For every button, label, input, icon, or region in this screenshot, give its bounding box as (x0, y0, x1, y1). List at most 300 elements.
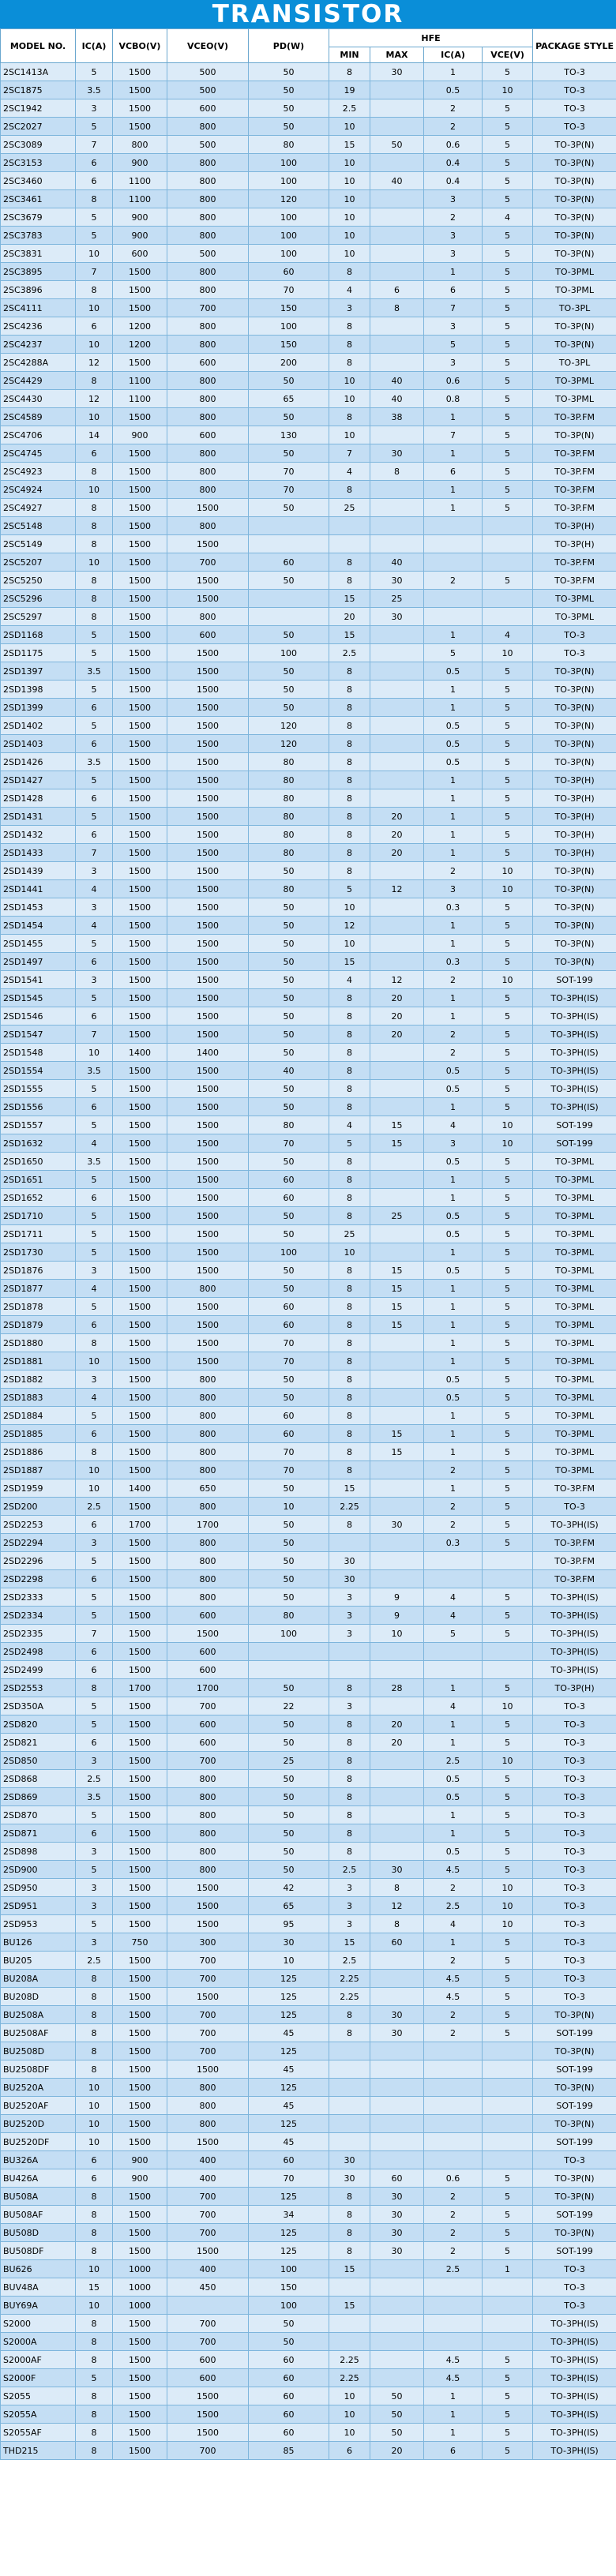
hfe-ic-cell: 2 (424, 208, 483, 227)
table-row (1, 245, 616, 263)
hfe-max-cell: 30 (370, 2024, 424, 2042)
vcbo-cell: 1500 (113, 2006, 167, 2024)
hfe-vce-cell: 5 (483, 1715, 533, 1734)
vceo-cell: 800 (167, 1770, 249, 1788)
model-cell: BU426A (1, 2169, 76, 2188)
col-header-hfe-ic: IC(A) (424, 47, 483, 63)
ic-cell: 3 (76, 99, 113, 118)
ic-cell: 12 (76, 390, 113, 408)
hfe-vce-cell: 5 (483, 699, 533, 717)
pd-cell: 125 (249, 2115, 329, 2133)
pd-cell: 130 (249, 426, 329, 444)
pd-cell: 100 (249, 1625, 329, 1643)
hfe-ic-cell (424, 1570, 483, 1588)
hfe-ic-cell: 1 (424, 1933, 483, 1952)
ic-cell: 10 (76, 1044, 113, 1062)
hfe-ic-cell (424, 1661, 483, 1679)
vceo-cell: 1500 (167, 989, 249, 1007)
pd-cell: 50 (249, 626, 329, 644)
pd-cell: 50 (249, 681, 329, 699)
table-row (1, 789, 616, 808)
model-cell: 2SD1439 (1, 862, 76, 880)
package-cell: TO-3P(H) (533, 789, 616, 808)
ic-cell: 6 (76, 172, 113, 190)
hfe-vce-cell (483, 535, 533, 553)
hfe-max-cell (370, 190, 424, 208)
hfe-max-cell (370, 644, 424, 662)
hfe-ic-cell (424, 1643, 483, 1661)
package-cell: TO-3P(N) (533, 2042, 616, 2060)
hfe-max-cell: 50 (370, 2424, 424, 2442)
table-body (1, 63, 616, 2460)
pd-cell: 50 (249, 862, 329, 880)
vceo-cell: 800 (167, 154, 249, 172)
table-row (1, 2278, 616, 2297)
hfe-min-cell: 3 (329, 1588, 370, 1607)
hfe-min-cell: 8 (329, 1752, 370, 1770)
model-cell: S2055A (1, 2405, 76, 2424)
hfe-min-cell: 20 (329, 608, 370, 626)
hfe-ic-cell (424, 2042, 483, 2060)
hfe-ic-cell: 4.5 (424, 1861, 483, 1879)
table-row (1, 1080, 616, 1098)
hfe-vce-cell (483, 2297, 533, 2315)
vcbo-cell: 1500 (113, 1262, 167, 1280)
table-row (1, 1661, 616, 1679)
hfe-min-cell: 8 (329, 1207, 370, 1225)
ic-cell: 10 (76, 2133, 113, 2151)
package-cell: TO-3P(N) (533, 208, 616, 227)
package-cell: TO-3P(N) (533, 735, 616, 753)
hfe-vce-cell: 5 (483, 1788, 533, 1806)
table-row (1, 2369, 616, 2387)
model-cell: 2SD953 (1, 1915, 76, 1933)
package-cell: TO-3P.FM (533, 1479, 616, 1498)
hfe-ic-cell: 0.3 (424, 1534, 483, 1552)
table-row (1, 2442, 616, 2460)
hfe-min-cell: 10 (329, 190, 370, 208)
ic-cell: 3.5 (76, 1153, 113, 1171)
vceo-cell: 600 (167, 354, 249, 372)
pd-cell: 50 (249, 1280, 329, 1298)
hfe-max-cell (370, 535, 424, 553)
ic-cell: 6 (76, 2169, 113, 2188)
table-row (1, 136, 616, 154)
pd-cell: 80 (249, 1607, 329, 1625)
hfe-ic-cell: 7 (424, 426, 483, 444)
hfe-ic-cell: 1 (424, 1352, 483, 1370)
hfe-ic-cell: 0.3 (424, 898, 483, 917)
pd-cell: 50 (249, 699, 329, 717)
pd-cell: 120 (249, 190, 329, 208)
table-row (1, 2115, 616, 2133)
hfe-vce-cell: 5 (483, 1607, 533, 1625)
vcbo-cell: 1500 (113, 2042, 167, 2060)
hfe-min-cell: 8 (329, 989, 370, 1007)
ic-cell: 5 (76, 626, 113, 644)
table-row (1, 989, 616, 1007)
hfe-min-cell: 10 (329, 935, 370, 953)
model-cell: 2SD1497 (1, 953, 76, 971)
ic-cell: 7 (76, 263, 113, 281)
pd-cell: 70 (249, 1134, 329, 1153)
hfe-min-cell: 8 (329, 1334, 370, 1352)
hfe-min-cell: 8 (329, 1715, 370, 1734)
vceo-cell: 400 (167, 2260, 249, 2278)
vceo-cell: 1500 (167, 2424, 249, 2442)
hfe-ic-cell (424, 2333, 483, 2351)
package-cell: SOT-199 (533, 2060, 616, 2079)
package-cell: TO-3PML (533, 1443, 616, 1461)
pd-cell: 50 (249, 1207, 329, 1225)
model-cell: 2SD1433 (1, 844, 76, 862)
hfe-min-cell: 4 (329, 1116, 370, 1134)
model-cell: 2SD1455 (1, 935, 76, 953)
table-row (1, 2006, 616, 2024)
ic-cell: 5 (76, 1861, 113, 1879)
hfe-ic-cell: 2 (424, 118, 483, 136)
model-cell: 2SD871 (1, 1824, 76, 1843)
hfe-min-cell: 2.5 (329, 99, 370, 118)
hfe-min-cell: 8 (329, 1734, 370, 1752)
hfe-ic-cell (424, 553, 483, 572)
vceo-cell: 600 (167, 426, 249, 444)
pd-cell: 80 (249, 789, 329, 808)
model-cell: 2SD1883 (1, 1389, 76, 1407)
pd-cell: 125 (249, 2224, 329, 2242)
vcbo-cell: 1500 (113, 1153, 167, 1171)
hfe-max-cell (370, 1389, 424, 1407)
table-row (1, 1007, 616, 1026)
pd-cell: 200 (249, 354, 329, 372)
hfe-min-cell: 25 (329, 1225, 370, 1243)
ic-cell: 6 (76, 1734, 113, 1752)
model-cell: BU2508A (1, 2006, 76, 2024)
package-cell: TO-3PH(IS) (533, 1607, 616, 1625)
hfe-min-cell: 8 (329, 681, 370, 699)
vcbo-cell: 1500 (113, 2206, 167, 2224)
table-row (1, 1243, 616, 1262)
hfe-ic-cell: 1 (424, 1243, 483, 1262)
vceo-cell: 1500 (167, 753, 249, 771)
package-cell: TO-3P(N) (533, 917, 616, 935)
vceo-cell: 800 (167, 1280, 249, 1298)
pd-cell: 70 (249, 463, 329, 481)
hfe-ic-cell: 0.5 (424, 1207, 483, 1225)
hfe-max-cell: 30 (370, 608, 424, 626)
pd-cell: 70 (249, 1461, 329, 1479)
ic-cell: 5 (76, 1607, 113, 1625)
vcbo-cell: 1500 (113, 789, 167, 808)
model-cell: 2SC4237 (1, 336, 76, 354)
hfe-ic-cell: 0.6 (424, 2169, 483, 2188)
package-cell: TO-3 (533, 1843, 616, 1861)
hfe-ic-cell: 5 (424, 1625, 483, 1643)
hfe-ic-cell: 2 (424, 2024, 483, 2042)
vceo-cell: 1500 (167, 681, 249, 699)
ic-cell: 8 (76, 2351, 113, 2369)
ic-cell: 8 (76, 190, 113, 208)
vcbo-cell: 1500 (113, 1843, 167, 1861)
hfe-ic-cell: 2 (424, 1044, 483, 1062)
hfe-min-cell: 8 (329, 1080, 370, 1098)
ic-cell: 8 (76, 1334, 113, 1352)
table-row (1, 1988, 616, 2006)
hfe-ic-cell: 3 (424, 1134, 483, 1153)
hfe-ic-cell: 1 (424, 2424, 483, 2442)
hfe-ic-cell (424, 2060, 483, 2079)
hfe-ic-cell: 0.5 (424, 735, 483, 753)
package-cell: TO-3P(N) (533, 880, 616, 898)
pd-cell: 85 (249, 2442, 329, 2460)
package-cell: TO-3PH(IS) (533, 989, 616, 1007)
hfe-vce-cell: 5 (483, 1280, 533, 1298)
table-row (1, 553, 616, 572)
package-cell: TO-3PML (533, 1407, 616, 1425)
hfe-max-cell (370, 1189, 424, 1207)
pd-cell (249, 517, 329, 535)
hfe-min-cell: 8 (329, 1389, 370, 1407)
table-row (1, 481, 616, 499)
ic-cell: 3.5 (76, 1788, 113, 1806)
pd-cell (249, 1661, 329, 1679)
hfe-min-cell: 2.5 (329, 1861, 370, 1879)
model-cell: 2SD1454 (1, 917, 76, 935)
model-cell: 2SD1554 (1, 1062, 76, 1080)
package-cell: TO-3P(N) (533, 717, 616, 735)
model-cell: BU508A (1, 2188, 76, 2206)
model-cell: 2SC4924 (1, 481, 76, 499)
vcbo-cell: 1500 (113, 354, 167, 372)
vceo-cell: 700 (167, 2042, 249, 2060)
vceo-cell: 1500 (167, 717, 249, 735)
package-cell: TO-3 (533, 644, 616, 662)
hfe-max-cell (370, 753, 424, 771)
table-row (1, 1062, 616, 1080)
ic-cell: 8 (76, 1970, 113, 1988)
hfe-min-cell: 4 (329, 971, 370, 989)
package-cell: TO-3P(N) (533, 662, 616, 681)
model-cell: 2SD820 (1, 1715, 76, 1734)
hfe-ic-cell: 1 (424, 699, 483, 717)
hfe-vce-cell: 5 (483, 1443, 533, 1461)
package-cell: SOT-199 (533, 1116, 616, 1134)
hfe-ic-cell: 2 (424, 1026, 483, 1044)
ic-cell: 10 (76, 2115, 113, 2133)
hfe-ic-cell: 0.5 (424, 1788, 483, 1806)
ic-cell: 8 (76, 463, 113, 481)
hfe-ic-cell (424, 2115, 483, 2133)
hfe-min-cell: 2.25 (329, 1988, 370, 2006)
pd-cell: 100 (249, 2260, 329, 2278)
model-cell: 2SD1711 (1, 1225, 76, 1243)
hfe-ic-cell: 1 (424, 1679, 483, 1697)
pd-cell: 50 (249, 1262, 329, 1280)
hfe-max-cell: 15 (370, 1280, 424, 1298)
model-cell: 2SC4927 (1, 499, 76, 517)
hfe-ic-cell: 1 (424, 1280, 483, 1298)
hfe-ic-cell: 6 (424, 281, 483, 299)
ic-cell: 5 (76, 1171, 113, 1189)
table-row (1, 1225, 616, 1243)
hfe-min-cell: 10 (329, 898, 370, 917)
ic-cell: 8 (76, 2006, 113, 2024)
vceo-cell: 1500 (167, 1225, 249, 1243)
vcbo-cell: 1500 (113, 1824, 167, 1843)
hfe-max-cell (370, 2315, 424, 2333)
hfe-vce-cell: 5 (483, 2424, 533, 2442)
hfe-vce-cell: 5 (483, 336, 533, 354)
col-header-model: MODEL NO. (1, 29, 76, 63)
hfe-max-cell (370, 681, 424, 699)
model-cell: 2SD850 (1, 1752, 76, 1770)
hfe-vce-cell: 5 (483, 499, 533, 517)
table-row (1, 735, 616, 753)
hfe-max-cell: 60 (370, 1933, 424, 1952)
package-cell: TO-3PH(IS) (533, 2369, 616, 2387)
hfe-min-cell: 8 (329, 1770, 370, 1788)
vcbo-cell: 1500 (113, 2097, 167, 2115)
hfe-min-cell: 8 (329, 572, 370, 590)
model-cell: 2SD2499 (1, 1661, 76, 1679)
table-row (1, 2097, 616, 2115)
table-row (1, 1915, 616, 1933)
vceo-cell: 800 (167, 1570, 249, 1588)
hfe-max-cell (370, 862, 424, 880)
vcbo-cell: 1500 (113, 626, 167, 644)
hfe-vce-cell: 5 (483, 1098, 533, 1116)
vceo-cell: 1500 (167, 1897, 249, 1915)
package-cell: TO-3P(H) (533, 517, 616, 535)
vceo-cell: 400 (167, 2169, 249, 2188)
table-row (1, 1443, 616, 1461)
ic-cell: 5 (76, 1715, 113, 1734)
hfe-max-cell (370, 317, 424, 336)
hfe-vce-cell (483, 2133, 533, 2151)
ic-cell: 5 (76, 1207, 113, 1225)
package-cell: TO-3 (533, 1988, 616, 2006)
vcbo-cell: 1500 (113, 808, 167, 826)
hfe-vce-cell: 5 (483, 1679, 533, 1697)
pd-cell: 50 (249, 1552, 329, 1570)
hfe-max-cell (370, 1988, 424, 2006)
pd-cell: 125 (249, 1970, 329, 1988)
hfe-max-cell: 40 (370, 390, 424, 408)
ic-cell: 12 (76, 354, 113, 372)
ic-cell: 6 (76, 154, 113, 172)
vcbo-cell: 1500 (113, 717, 167, 735)
vceo-cell: 800 (167, 118, 249, 136)
table-row (1, 1625, 616, 1643)
vceo-cell: 600 (167, 1643, 249, 1661)
hfe-max-cell: 15 (370, 1443, 424, 1461)
model-cell: 2SC5148 (1, 517, 76, 535)
table-row (1, 2351, 616, 2369)
hfe-min-cell: 8 (329, 2242, 370, 2260)
hfe-vce-cell: 5 (483, 2387, 533, 2405)
model-cell: 2SD1876 (1, 1262, 76, 1280)
package-cell: TO-3 (533, 1897, 616, 1915)
hfe-max-cell (370, 481, 424, 499)
package-cell: TO-3PML (533, 1189, 616, 1207)
vcbo-cell: 1500 (113, 1952, 167, 1970)
hfe-vce-cell: 5 (483, 408, 533, 426)
hfe-ic-cell: 3 (424, 245, 483, 263)
hfe-vce-cell: 5 (483, 444, 533, 463)
package-cell: SOT-199 (533, 2242, 616, 2260)
package-cell: TO-3PH(IS) (533, 1588, 616, 1607)
hfe-vce-cell: 5 (483, 1262, 533, 1280)
pd-cell: 100 (249, 317, 329, 336)
hfe-ic-cell: 1 (424, 263, 483, 281)
package-cell: TO-3P.FM (533, 463, 616, 481)
vcbo-cell: 1500 (113, 1734, 167, 1752)
package-cell: TO-3 (533, 1498, 616, 1516)
vceo-cell: 1500 (167, 1625, 249, 1643)
package-cell: TO-3P.FM (533, 481, 616, 499)
hfe-ic-cell: 1 (424, 1824, 483, 1843)
table-row (1, 1207, 616, 1225)
package-cell: TO-3P(N) (533, 2006, 616, 2024)
table-row (1, 2242, 616, 2260)
hfe-vce-cell: 5 (483, 1588, 533, 1607)
ic-cell: 6 (76, 317, 113, 336)
table-row (1, 281, 616, 299)
hfe-min-cell (329, 535, 370, 553)
package-cell: TO-3P(H) (533, 1679, 616, 1697)
model-cell: BU208D (1, 1988, 76, 2006)
table-row (1, 1026, 616, 1044)
table-row (1, 1171, 616, 1189)
model-cell: 2SD950 (1, 1879, 76, 1897)
hfe-vce-cell (483, 2333, 533, 2351)
hfe-min-cell: 8 (329, 2188, 370, 2206)
hfe-min-cell (329, 2315, 370, 2333)
ic-cell: 3 (76, 862, 113, 880)
ic-cell: 3.5 (76, 753, 113, 771)
model-cell: BU626 (1, 2260, 76, 2278)
hfe-vce-cell (483, 1661, 533, 1679)
table-row (1, 499, 616, 517)
pd-cell: 50 (249, 1080, 329, 1098)
ic-cell: 6 (76, 1189, 113, 1207)
hfe-ic-cell: 0.5 (424, 1262, 483, 1280)
vceo-cell: 1500 (167, 1243, 249, 1262)
hfe-ic-cell: 1 (424, 1806, 483, 1824)
hfe-vce-cell: 10 (483, 81, 533, 99)
hfe-vce-cell (483, 2151, 533, 2169)
table-row (1, 2151, 616, 2169)
hfe-min-cell: 10 (329, 2405, 370, 2424)
package-cell: TO-3PML (533, 1316, 616, 1334)
ic-cell: 5 (76, 118, 113, 136)
hfe-max-cell (370, 898, 424, 917)
hfe-vce-cell: 5 (483, 771, 533, 789)
table-row (1, 2424, 616, 2442)
hfe-vce-cell (483, 2042, 533, 2060)
hfe-min-cell: 8 (329, 1098, 370, 1116)
table-row (1, 1098, 616, 1116)
package-cell: TO-3P(N) (533, 426, 616, 444)
package-cell: TO-3P(H) (533, 771, 616, 789)
hfe-max-cell: 30 (370, 2188, 424, 2206)
hfe-min-cell: 10 (329, 426, 370, 444)
ic-cell: 3.5 (76, 81, 113, 99)
package-cell: TO-3 (533, 1879, 616, 1897)
vcbo-cell: 1500 (113, 989, 167, 1007)
ic-cell: 5 (76, 681, 113, 699)
package-cell: TO-3 (533, 1715, 616, 1734)
